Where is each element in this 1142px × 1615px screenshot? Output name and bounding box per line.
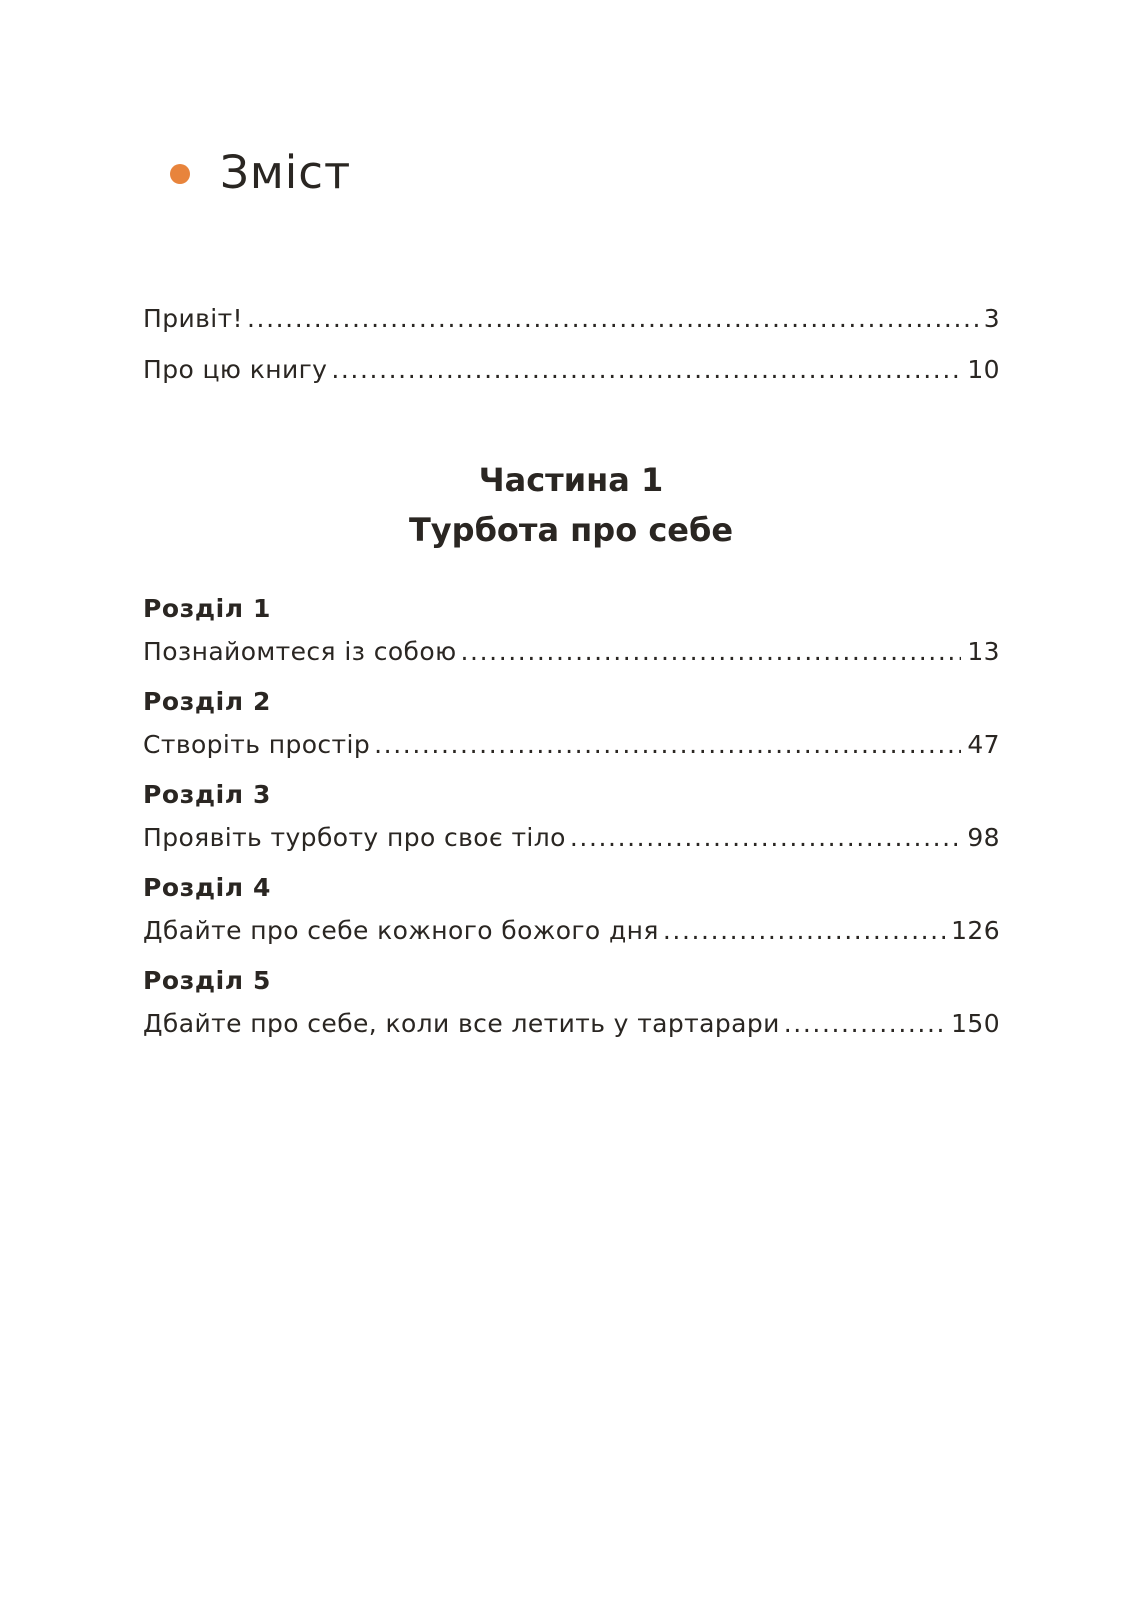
- chapter-5: [143, 968, 1000, 1036]
- toc-entry-title: Познайомтеся із собою: [143, 637, 457, 666]
- chapter-label: Розділ 5: [143, 966, 271, 995]
- dot-leader: [663, 918, 945, 943]
- dot-leader: [570, 825, 962, 850]
- toc-entry-chapter-3[interactable]: [143, 825, 1000, 850]
- toc-entry-title: Про цю книгу: [143, 355, 328, 384]
- part-title: Турбота про себе: [408, 511, 734, 549]
- toc-entry-title: Дбайте про себе кожного божого дня: [143, 916, 659, 945]
- chapter-1: [143, 596, 1000, 664]
- intro-entries: [143, 306, 1000, 382]
- page-title: Зміст: [220, 146, 352, 199]
- toc-entry-title: Створіть простір: [143, 730, 371, 759]
- toc-entry-page: 126: [951, 916, 1000, 945]
- toc-entry-title: Привіт!: [143, 304, 243, 333]
- toc-entry-chapter-5[interactable]: [143, 1011, 1000, 1036]
- toc-entry-chapter-4[interactable]: [143, 918, 1000, 943]
- toc-entry-chapter-1[interactable]: [143, 639, 1000, 664]
- chapter-2: [143, 689, 1000, 757]
- dot-leader: [374, 732, 961, 757]
- toc-entry-title: Дбайте про себе, коли все летить у тартарари: [143, 1009, 780, 1038]
- chapter-list: [143, 596, 1000, 1061]
- chapter-label: Розділ 4: [143, 873, 271, 902]
- toc-entry-title: Проявіть турботу про своє тіло: [143, 823, 566, 852]
- part-heading: [0, 455, 1142, 555]
- dot-leader: [331, 357, 961, 382]
- dot-leader: [784, 1011, 945, 1036]
- chapter-3: [143, 782, 1000, 850]
- dot-leader: [247, 306, 978, 331]
- toc-entry-greeting[interactable]: [143, 306, 1000, 331]
- chapter-4: [143, 875, 1000, 943]
- toc-header: [170, 146, 352, 199]
- toc-entry-about-book[interactable]: [143, 357, 1000, 382]
- toc-entry-page: 13: [967, 637, 1000, 666]
- toc-entry-page: 10: [967, 355, 1000, 384]
- chapter-label: Розділ 2: [143, 687, 271, 716]
- toc-entry-page: 98: [967, 823, 1000, 852]
- chapter-label: Розділ 1: [143, 594, 271, 623]
- orange-bullet-icon: [170, 164, 190, 184]
- toc-entry-page: 150: [951, 1009, 1000, 1038]
- chapter-label: Розділ 3: [143, 780, 271, 809]
- part-label: Частина 1: [478, 461, 664, 499]
- toc-entry-chapter-2[interactable]: [143, 732, 1000, 757]
- toc-entry-page: 47: [967, 730, 1000, 759]
- dot-leader: [461, 639, 962, 664]
- toc-entry-page: 3: [983, 304, 1000, 333]
